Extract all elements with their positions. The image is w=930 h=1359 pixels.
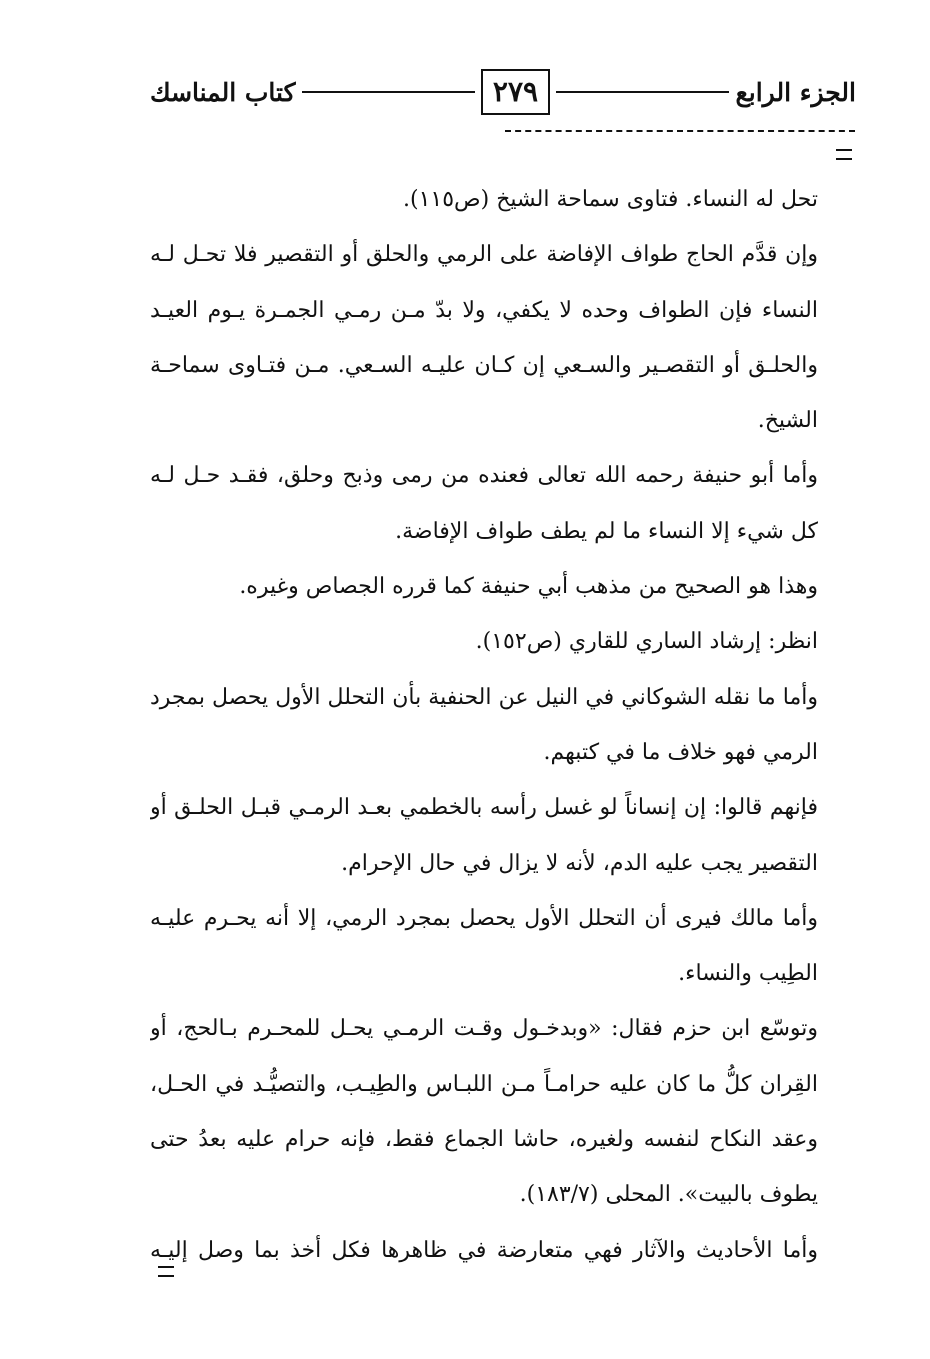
continuation-rule bbox=[505, 130, 855, 132]
body-text bbox=[150, 172, 818, 1278]
text-line: الرمي فهو خلاف ما في كتبهم. bbox=[543, 739, 818, 765]
text-line: الشيخ. bbox=[757, 408, 818, 434]
continuation-mark-top bbox=[836, 149, 852, 160]
volume-label: الجزء الرابع bbox=[735, 77, 856, 107]
book-title: كتاب المناسك bbox=[150, 77, 296, 107]
text-line: وتوسّع ابن حزم فقال: «وبدخـول وقـت الرمـي يحـل للمحـرم بـالحج، أو bbox=[150, 1016, 818, 1042]
text-line: وأما الأحاديث والآثار فهي متعارضة في ظاهرها فكل أخذ بما وصل إليـه bbox=[150, 1237, 818, 1263]
page-number: ٢٧٩ bbox=[481, 69, 550, 115]
text-line: النساء فإن الطواف وحده لا يكفي، ولا بدّ مـن رمـي الجمـرة يـوم العيـد bbox=[150, 297, 818, 323]
text-line: وعقد النكاح لنفسه ولغيره، حاشا الجماع فقط، فإنه حرام عليه بعدُ حتى bbox=[150, 1127, 818, 1153]
text-line: وأما أبو حنيفة رحمه الله تعالى فعنده من رمى وذبح وحلق، فقـد حـل لـه bbox=[150, 463, 818, 489]
text-line: الطِيب والنساء. bbox=[678, 961, 818, 987]
text-line: فإنهم قالوا: إن إنساناً لو غسل رأسه بالخطمي بعـد الرمـي قبـل الحلـق أو bbox=[150, 795, 818, 821]
text-line: وإن قدَّم الحاج طواف الإفاضة على الرمي والحلق أو التقصير فلا تحـل لـه bbox=[150, 242, 818, 268]
text-line: القِران كلُّ ما كان عليه حرامـاً مـن اللبـاس والطِيـب، والتصيُّـد في الحـل، bbox=[150, 1071, 818, 1097]
text-line: التقصير يجب عليه الدم، لأنه لا يزال في حال الإحرام. bbox=[341, 850, 818, 876]
header-rule-right bbox=[556, 91, 729, 93]
text-line: تحل له النساء. فتاوى سماحة الشيخ (ص١١٥). bbox=[402, 187, 818, 212]
text-line: وأما ما نقله الشوكاني في النيل عن الحنفية بأن التحلل الأول يحصل بمجرد bbox=[150, 684, 818, 710]
running-header bbox=[150, 68, 856, 116]
text-line: والحلـق أو التقصـير والسـعي إن كـان عليـه السـعي. مـن فتـاوى سماحـة bbox=[150, 352, 818, 378]
text-line: انظر: إرشاد الساري للقاري (ص١٥٢). bbox=[475, 629, 818, 655]
continuation-mark-bottom bbox=[158, 1266, 174, 1277]
text-line: كل شيء إلا النساء ما لم يطف طواف الإفاضة. bbox=[395, 518, 818, 544]
header-rule-left bbox=[302, 91, 475, 93]
text-line: يطوف بالبيت». المحلى (١٨٣/٧). bbox=[519, 1182, 818, 1208]
text-line: وهذا هو الصحيح من مذهب أبي حنيفة كما قرره الجصاص وغيره. bbox=[239, 574, 818, 600]
text-line: وأما مالك فيرى أن التحلل الأول يحصل بمجرد الرمي، إلا أنه يحـرم عليـه bbox=[150, 905, 818, 931]
